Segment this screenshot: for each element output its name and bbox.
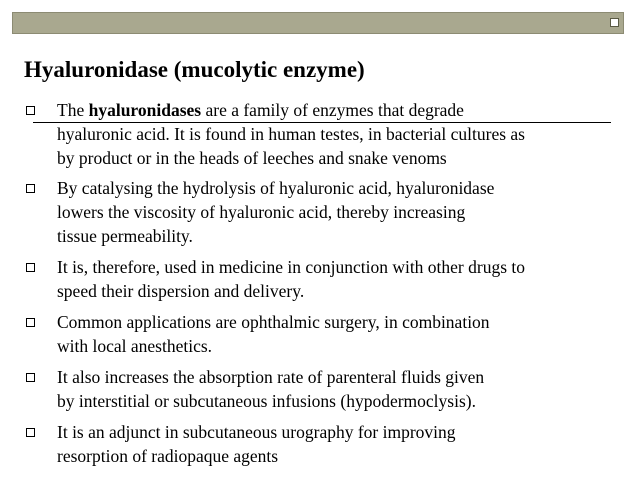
bullet-square-icon xyxy=(26,318,35,327)
bullet-line: It is, therefore, used in medicine in conjunction with other drugs to xyxy=(57,257,526,277)
divider-line xyxy=(33,122,611,123)
bullet-square-icon xyxy=(26,106,35,115)
bullet-line: The hyaluronidases are a family of enzymes that degrade xyxy=(57,100,464,120)
bullet-square-icon xyxy=(26,373,35,382)
header-bar xyxy=(12,12,624,34)
bullet-line: It also increases the absorption rate of parenteral fluids given xyxy=(57,367,485,387)
square-icon xyxy=(610,18,619,27)
bullet-item xyxy=(0,420,638,468)
bold-term: hyaluronidases xyxy=(88,100,202,120)
bullet-line: tissue permeability. xyxy=(57,226,193,246)
bullet-line: by interstitial or subcutaneous infusions (hypodermoclysis). xyxy=(57,391,476,411)
bullet-line: with local anesthetics. xyxy=(57,336,213,356)
bullet-line: speed their dispersion and delivery. xyxy=(57,281,305,301)
bullet-item xyxy=(0,98,638,170)
bullet-item xyxy=(0,365,638,413)
bullet-item xyxy=(0,310,638,358)
bullet-square-icon xyxy=(26,184,35,193)
bullet-square-icon xyxy=(26,263,35,272)
slide-title: Hyaluronidase (mucolytic enzyme) xyxy=(24,57,365,82)
bullet-square-icon xyxy=(26,428,35,437)
bullet-item xyxy=(0,176,638,248)
bullet-line: lowers the viscosity of hyaluronic acid, thereby increasing xyxy=(57,202,466,222)
bullet-item xyxy=(0,255,638,303)
bullet-list xyxy=(0,98,638,468)
bullet-line: Common applications are ophthalmic surgery, in combination xyxy=(57,312,490,332)
bullet-line: resorption of radiopaque agents xyxy=(57,446,279,466)
bullet-line: It is an adjunct in subcutaneous urography for improving xyxy=(57,422,456,442)
bullet-line: By catalysing the hydrolysis of hyaluronic acid, hyaluronidase xyxy=(57,178,495,198)
bullet-line: hyaluronic acid. It is found in human testes, in bacterial cultures as xyxy=(57,124,525,144)
bullet-line: by product or in the heads of leeches and snake venoms xyxy=(57,148,447,168)
